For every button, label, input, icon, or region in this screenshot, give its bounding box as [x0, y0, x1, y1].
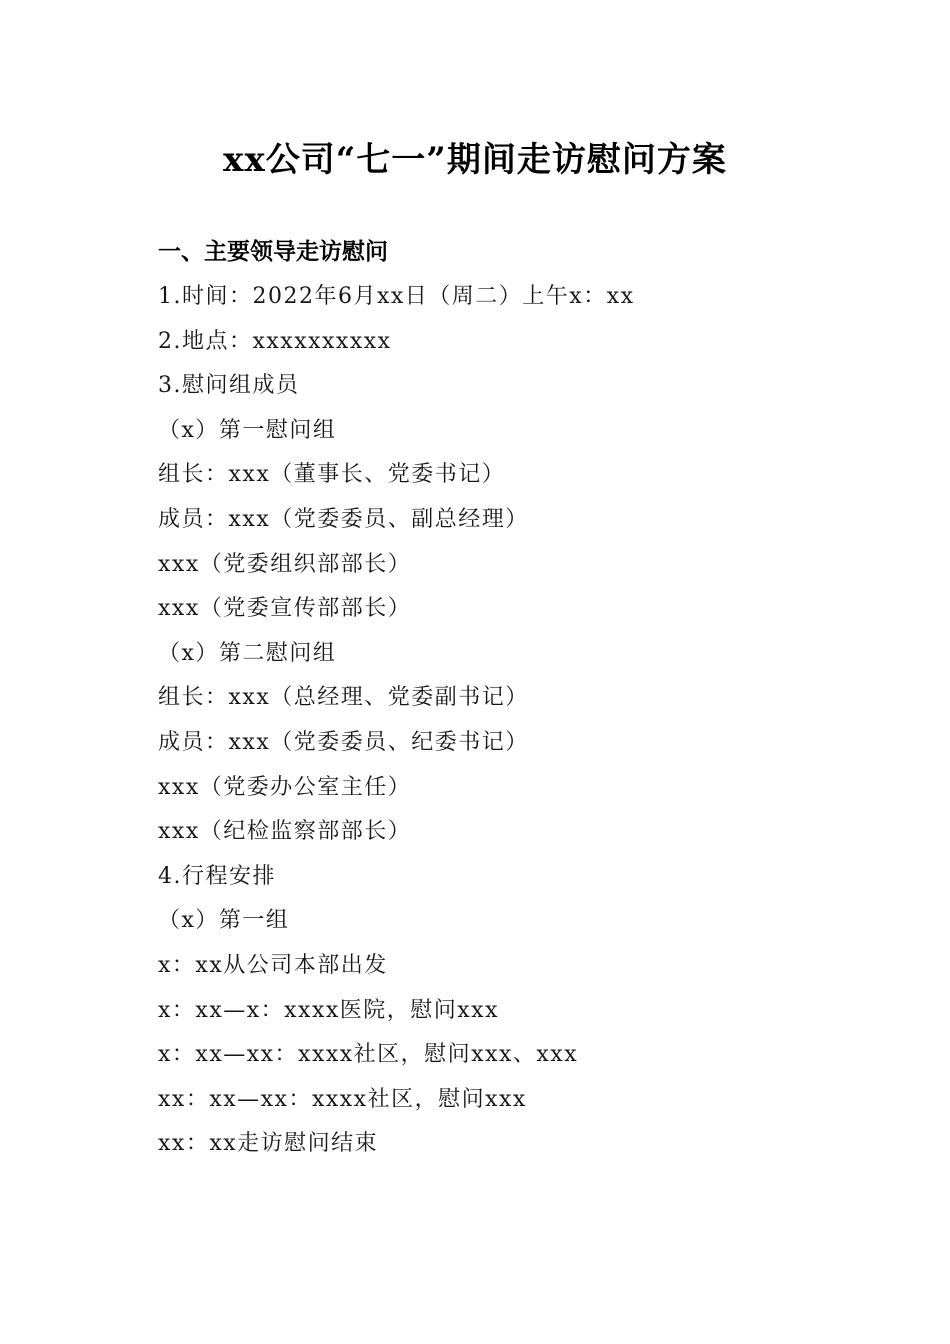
line-group-one: （x）第一慰问组 — [158, 417, 337, 443]
line-group-two-member: 成员：xxx（党委委员、纪委书记） — [158, 729, 529, 755]
document-body — [158, 279, 878, 1171]
line-itinerary-item: xx：xx—xx：xxxx社区，慰问xxx — [158, 1086, 527, 1112]
line-group-one-member: xxx（党委组织部部长） — [158, 551, 412, 577]
section-heading: 一、主要领导走访慰问 — [158, 239, 388, 265]
line-group-two-member: xxx（党委办公室主任） — [158, 774, 412, 800]
line-itinerary-item: x：xx—xx：xxxx社区，慰问xxx、xxx — [158, 1042, 579, 1068]
line-time: 1.时间：2022年6月xx日（周二）上午x：xx — [158, 284, 635, 309]
line-group-two: （x）第二慰问组 — [158, 640, 337, 666]
line-members-heading: 3.慰问组成员 — [158, 373, 300, 399]
line-itinerary-group: （x）第一组 — [158, 908, 290, 934]
line-itinerary-heading: 4.行程安排 — [158, 863, 276, 889]
line-itinerary-item: x：xx从公司本部出发 — [158, 952, 388, 978]
line-group-one-leader: 组长：xxx（董事长、党委书记） — [158, 462, 506, 488]
line-group-two-leader: 组长：xxx（总经理、党委副书记） — [158, 685, 529, 711]
line-itinerary-item: xx：xx走访慰问结束 — [158, 1131, 379, 1157]
document-title: xx公司“七一”期间走访慰问方案 — [223, 140, 727, 180]
line-group-two-member: xxx（纪检监察部部长） — [158, 819, 412, 845]
line-group-one-member: 成员：xxx（党委委员、副总经理） — [158, 506, 529, 532]
line-itinerary-item: x：xx—x：xxxx医院，慰问xxx — [158, 997, 499, 1023]
line-location: 2.地点：xxxxxxxxxx — [158, 328, 392, 354]
line-group-one-member: xxx（党委宣传部部长） — [158, 596, 412, 622]
